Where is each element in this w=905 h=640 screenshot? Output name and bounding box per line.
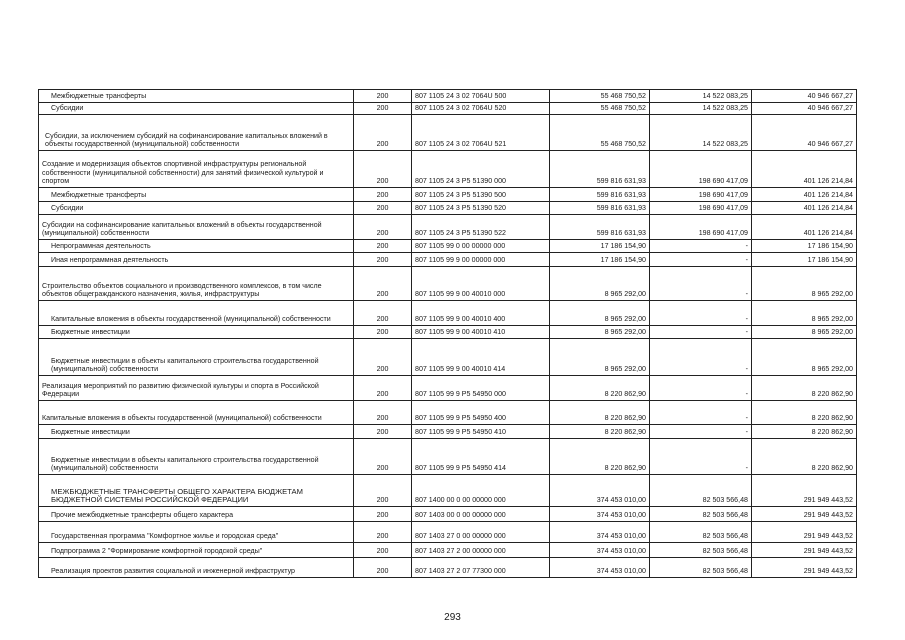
row-remainder-amount-cell: 401 126 214,84 — [752, 202, 857, 215]
row-remainder-amount-cell: 291 949 443,52 — [752, 475, 857, 507]
row-name-cell: Строительство объектов социального и производственного комплексов, в том числе объектов общегражданского назначения, жилья, инфраструктуры — [39, 267, 354, 301]
row-approved-amount-cell: 599 816 631,93 — [550, 151, 650, 188]
row-classification-code-cell: 807 1105 24 3 P5 51390 500 — [412, 188, 550, 202]
row-classification-code-cell: 807 1105 24 3 P5 51390 000 — [412, 151, 550, 188]
row-remainder-amount-cell: 8 220 862,90 — [752, 425, 857, 439]
row-approved-amount-cell: 55 468 750,52 — [550, 103, 650, 115]
row-remainder-amount-cell: 40 946 667,27 — [752, 103, 857, 115]
table-row — [39, 339, 857, 376]
row-code-cell: 200 — [354, 401, 412, 425]
row-approved-amount-cell: 374 453 010,00 — [550, 507, 650, 522]
row-classification-code-cell: 807 1105 99 9 P5 54950 414 — [412, 439, 550, 475]
row-code-cell: 200 — [354, 151, 412, 188]
row-remainder-amount-cell: 8 220 862,90 — [752, 439, 857, 475]
row-code-cell: 200 — [354, 376, 412, 401]
row-executed-amount-cell: - — [650, 253, 752, 267]
row-code-cell: 200 — [354, 215, 412, 240]
row-name-cell: Реализация проектов развития социальной и инженерной инфраструктур — [39, 558, 354, 578]
row-classification-code-cell: 807 1403 27 0 00 00000 000 — [412, 522, 550, 543]
row-classification-code-cell: 807 1105 99 9 00 40010 414 — [412, 339, 550, 376]
row-executed-amount-cell: - — [650, 401, 752, 425]
row-executed-amount-cell: 198 690 417,09 — [650, 202, 752, 215]
row-name-cell: Субсидии на софинансирование капитальных вложений в объекты государственной (муниципальной) собственности — [39, 215, 354, 240]
row-executed-amount-cell: - — [650, 425, 752, 439]
row-classification-code-cell: 807 1105 99 9 00 40010 000 — [412, 267, 550, 301]
row-executed-amount-cell: 14 522 083,25 — [650, 90, 752, 103]
row-classification-code-cell: 807 1105 99 9 00 40010 410 — [412, 326, 550, 339]
row-name-cell: МЕЖБЮДЖЕТНЫЕ ТРАНСФЕРТЫ ОБЩЕГО ХАРАКТЕРА БЮДЖЕТАМ БЮДЖЕТНОЙ СИСТЕМЫ РОССИЙСКОЙ ФЕДЕРАЦИИ — [39, 475, 354, 507]
row-executed-amount-cell: - — [650, 301, 752, 326]
table-row — [39, 267, 857, 301]
row-name-cell: Реализация мероприятий по развитию физической культуры и спорта в Российской Федерации — [39, 376, 354, 401]
table-row — [39, 115, 857, 151]
row-name-cell: Межбюджетные трансферты — [39, 188, 354, 202]
row-code-cell: 200 — [354, 103, 412, 115]
table-row — [39, 522, 857, 543]
row-executed-amount-cell: 198 690 417,09 — [650, 151, 752, 188]
row-executed-amount-cell: 82 503 566,48 — [650, 558, 752, 578]
row-code-cell: 200 — [354, 90, 412, 103]
row-remainder-amount-cell: 17 186 154,90 — [752, 253, 857, 267]
table-row — [39, 188, 857, 202]
table-row — [39, 326, 857, 339]
row-remainder-amount-cell: 291 949 443,52 — [752, 507, 857, 522]
row-remainder-amount-cell: 8 965 292,00 — [752, 267, 857, 301]
row-remainder-amount-cell: 8 965 292,00 — [752, 326, 857, 339]
page-number: 293 — [444, 612, 461, 623]
row-name-cell: Субсидии — [39, 103, 354, 115]
row-code-cell: 200 — [354, 202, 412, 215]
row-name-cell: Иная непрограммная деятельность — [39, 253, 354, 267]
row-executed-amount-cell: 82 503 566,48 — [650, 522, 752, 543]
row-approved-amount-cell: 55 468 750,52 — [550, 115, 650, 151]
row-classification-code-cell: 807 1105 24 3 02 7064U 520 — [412, 103, 550, 115]
row-classification-code-cell: 807 1105 99 9 P5 54950 410 — [412, 425, 550, 439]
row-name-cell: Бюджетные инвестиции в объекты капитального строительства государственной (муниципальной) собственности — [39, 339, 354, 376]
row-remainder-amount-cell: 8 965 292,00 — [752, 339, 857, 376]
row-approved-amount-cell: 374 453 010,00 — [550, 475, 650, 507]
row-executed-amount-cell: - — [650, 240, 752, 253]
row-remainder-amount-cell: 291 949 443,52 — [752, 522, 857, 543]
table-row — [39, 376, 857, 401]
row-approved-amount-cell: 17 186 154,90 — [550, 253, 650, 267]
row-name-cell: Бюджетные инвестиции — [39, 326, 354, 339]
table-row — [39, 215, 857, 240]
row-name-cell: Субсидии, за исключением субсидий на софинансирование капитальных вложений в объекты государственной (муниципальной) собственности — [39, 115, 354, 151]
table-body — [39, 90, 857, 578]
row-classification-code-cell: 807 1105 24 3 P5 51390 522 — [412, 215, 550, 240]
row-code-cell: 200 — [354, 439, 412, 475]
row-name-cell: Государственная программа "Комфортное жилье и городская среда" — [39, 522, 354, 543]
row-classification-code-cell: 807 1105 99 9 00 40010 400 — [412, 301, 550, 326]
row-name-cell: Прочие межбюджетные трансферты общего характера — [39, 507, 354, 522]
table-row — [39, 103, 857, 115]
row-remainder-amount-cell: 8 220 862,90 — [752, 401, 857, 425]
row-name-cell: Подпрограмма 2 "Формирование комфортной городской среды" — [39, 543, 354, 558]
row-remainder-amount-cell: 401 126 214,84 — [752, 151, 857, 188]
row-remainder-amount-cell: 17 186 154,90 — [752, 240, 857, 253]
row-executed-amount-cell: - — [650, 376, 752, 401]
row-approved-amount-cell: 599 816 631,93 — [550, 215, 650, 240]
table-row — [39, 401, 857, 425]
row-name-cell: Субсидии — [39, 202, 354, 215]
row-approved-amount-cell: 55 468 750,52 — [550, 90, 650, 103]
budget-table-sheet — [38, 89, 857, 578]
row-remainder-amount-cell: 40 946 667,27 — [752, 90, 857, 103]
row-code-cell: 200 — [354, 301, 412, 326]
row-executed-amount-cell: 14 522 083,25 — [650, 103, 752, 115]
row-remainder-amount-cell: 291 949 443,52 — [752, 543, 857, 558]
row-remainder-amount-cell: 401 126 214,84 — [752, 215, 857, 240]
row-code-cell: 200 — [354, 326, 412, 339]
table-row — [39, 253, 857, 267]
row-approved-amount-cell: 17 186 154,90 — [550, 240, 650, 253]
row-code-cell: 200 — [354, 475, 412, 507]
table-row — [39, 543, 857, 558]
row-approved-amount-cell: 8 220 862,90 — [550, 401, 650, 425]
row-code-cell: 200 — [354, 240, 412, 253]
row-name-cell: Капитальные вложения в объекты государственной (муниципальной) собственности — [39, 401, 354, 425]
row-approved-amount-cell: 374 453 010,00 — [550, 558, 650, 578]
row-code-cell: 200 — [354, 507, 412, 522]
row-name-cell: Создание и модернизация объектов спортивной инфраструктуры региональной собственности (муниципальной собственности) для занятий физической культурой и спортом — [39, 151, 354, 188]
row-remainder-amount-cell: 8 220 862,90 — [752, 376, 857, 401]
table-row — [39, 151, 857, 188]
row-classification-code-cell: 807 1403 27 2 07 77300 000 — [412, 558, 550, 578]
row-code-cell: 200 — [354, 425, 412, 439]
row-executed-amount-cell: - — [650, 267, 752, 301]
row-approved-amount-cell: 8 965 292,00 — [550, 326, 650, 339]
row-classification-code-cell: 807 1105 24 3 P5 51390 520 — [412, 202, 550, 215]
row-classification-code-cell: 807 1400 00 0 00 00000 000 — [412, 475, 550, 507]
row-executed-amount-cell: - — [650, 339, 752, 376]
row-executed-amount-cell: - — [650, 326, 752, 339]
table-row — [39, 202, 857, 215]
row-executed-amount-cell: 198 690 417,09 — [650, 215, 752, 240]
row-classification-code-cell: 807 1105 99 9 00 00000 000 — [412, 253, 550, 267]
row-classification-code-cell: 807 1105 99 9 P5 54950 400 — [412, 401, 550, 425]
row-code-cell: 200 — [354, 339, 412, 376]
row-code-cell: 200 — [354, 558, 412, 578]
row-classification-code-cell: 807 1105 99 0 00 00000 000 — [412, 240, 550, 253]
row-classification-code-cell: 807 1403 00 0 00 00000 000 — [412, 507, 550, 522]
row-name-cell: Межбюджетные трансферты — [39, 90, 354, 103]
row-approved-amount-cell: 599 816 631,93 — [550, 202, 650, 215]
row-approved-amount-cell: 599 816 631,93 — [550, 188, 650, 202]
row-code-cell: 200 — [354, 115, 412, 151]
row-approved-amount-cell: 8 965 292,00 — [550, 301, 650, 326]
row-code-cell: 200 — [354, 267, 412, 301]
table-row — [39, 425, 857, 439]
row-approved-amount-cell: 8 965 292,00 — [550, 267, 650, 301]
table-row — [39, 507, 857, 522]
row-code-cell: 200 — [354, 188, 412, 202]
row-executed-amount-cell: 14 522 083,25 — [650, 115, 752, 151]
row-approved-amount-cell: 374 453 010,00 — [550, 522, 650, 543]
row-executed-amount-cell: 82 503 566,48 — [650, 543, 752, 558]
row-remainder-amount-cell: 291 949 443,52 — [752, 558, 857, 578]
row-remainder-amount-cell: 8 965 292,00 — [752, 301, 857, 326]
table-row — [39, 475, 857, 507]
row-executed-amount-cell: 82 503 566,48 — [650, 475, 752, 507]
row-code-cell: 200 — [354, 522, 412, 543]
table-row — [39, 301, 857, 326]
row-classification-code-cell: 807 1105 24 3 02 7064U 500 — [412, 90, 550, 103]
row-classification-code-cell: 807 1403 27 2 00 00000 000 — [412, 543, 550, 558]
budget-execution-table — [38, 89, 857, 578]
row-executed-amount-cell: - — [650, 439, 752, 475]
row-remainder-amount-cell: 401 126 214,84 — [752, 188, 857, 202]
row-name-cell: Непрограммная деятельность — [39, 240, 354, 253]
row-name-cell: Бюджетные инвестиции — [39, 425, 354, 439]
row-approved-amount-cell: 8 220 862,90 — [550, 376, 650, 401]
table-row — [39, 240, 857, 253]
row-code-cell: 200 — [354, 543, 412, 558]
row-approved-amount-cell: 374 453 010,00 — [550, 543, 650, 558]
row-approved-amount-cell: 8 965 292,00 — [550, 339, 650, 376]
row-classification-code-cell: 807 1105 99 9 P5 54950 000 — [412, 376, 550, 401]
table-row — [39, 439, 857, 475]
row-classification-code-cell: 807 1105 24 3 02 7064U 521 — [412, 115, 550, 151]
row-name-cell: Капитальные вложения в объекты государственной (муниципальной) собственности — [39, 301, 354, 326]
row-remainder-amount-cell: 40 946 667,27 — [752, 115, 857, 151]
table-row — [39, 558, 857, 578]
row-executed-amount-cell: 82 503 566,48 — [650, 507, 752, 522]
table-row — [39, 90, 857, 103]
row-executed-amount-cell: 198 690 417,09 — [650, 188, 752, 202]
row-name-cell: Бюджетные инвестиции в объекты капитального строительства государственной (муниципальной) собственности — [39, 439, 354, 475]
row-approved-amount-cell: 8 220 862,90 — [550, 425, 650, 439]
row-code-cell: 200 — [354, 253, 412, 267]
row-approved-amount-cell: 8 220 862,90 — [550, 439, 650, 475]
